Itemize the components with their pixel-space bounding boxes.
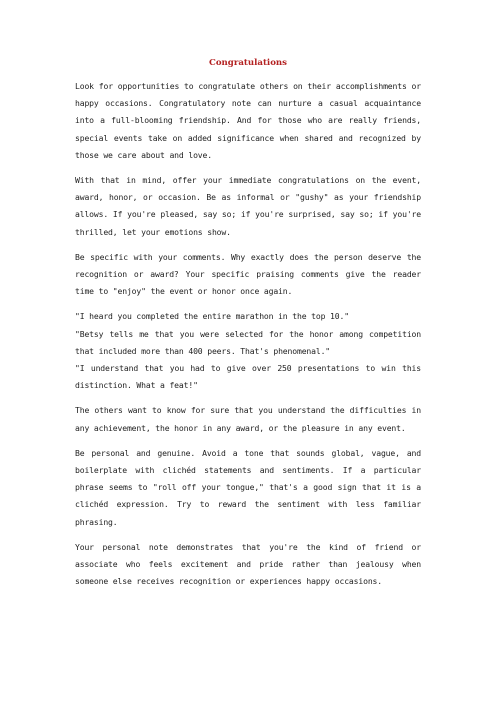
document-title: Congratulations [208, 58, 288, 68]
paragraph-immediate-congratulations: With that in mind, offer your immediate congratulations on the event, award, honor, or occasion. Be as informal or "gushy" as your friendship allows. If you're pleased, say so; if you're surprised, say so; if you're thrilled, let your emotions show. [75, 175, 421, 237]
paragraph-opportunities: Look for opportunities to congratulate others on their accomplishments or happy occasions. Congratulatory note can nurture a casual acquaintance into a full-blooming friendship. And for those who are really friends, special events take on added significance when shared and recognized by those we care about and love. [75, 81, 421, 160]
paragraph-understand-difficulties: The others want to know for sure that you understand the difficulties in any achievement, the honor in any award, or the pleasure in any event. [75, 405, 421, 433]
quote-presentations: "I understand that you had to give over 250 presentations to win this distinction. What a feat!" [75, 363, 421, 391]
quote-betsy: "Betsy tells me that you were selected for the honor among competition that included more than 400 peers. That's phenomenal." [75, 328, 421, 356]
paragraph-be-specific: Be specific with your comments. Why exactly does the person deserve the recognition or award? Your specific praising comments give the reader time to "enjoy" the event or honor once again. [75, 251, 421, 297]
document-body [75, 56, 421, 598]
paragraph-personal-genuine: Be personal and genuine. Avoid a tone that sounds global, vague, and boilerplate with clichéd statements and sentiments. If a particular phrase seems to "roll off your tongue," that's a good sign that it is a clichéd expression. Try to reward the sentiment with less familiar phrasing. [75, 447, 421, 527]
example-quotes [75, 308, 421, 394]
paragraph-personal-note: Your personal note demonstrates that you're the kind of friend or associate who feels excitement and pride rather than jealousy when someone else receives recognition or experiences happy occasions. [75, 541, 421, 587]
quote-marathon: "I heard you completed the entire marathon in the top 10." [75, 311, 349, 322]
